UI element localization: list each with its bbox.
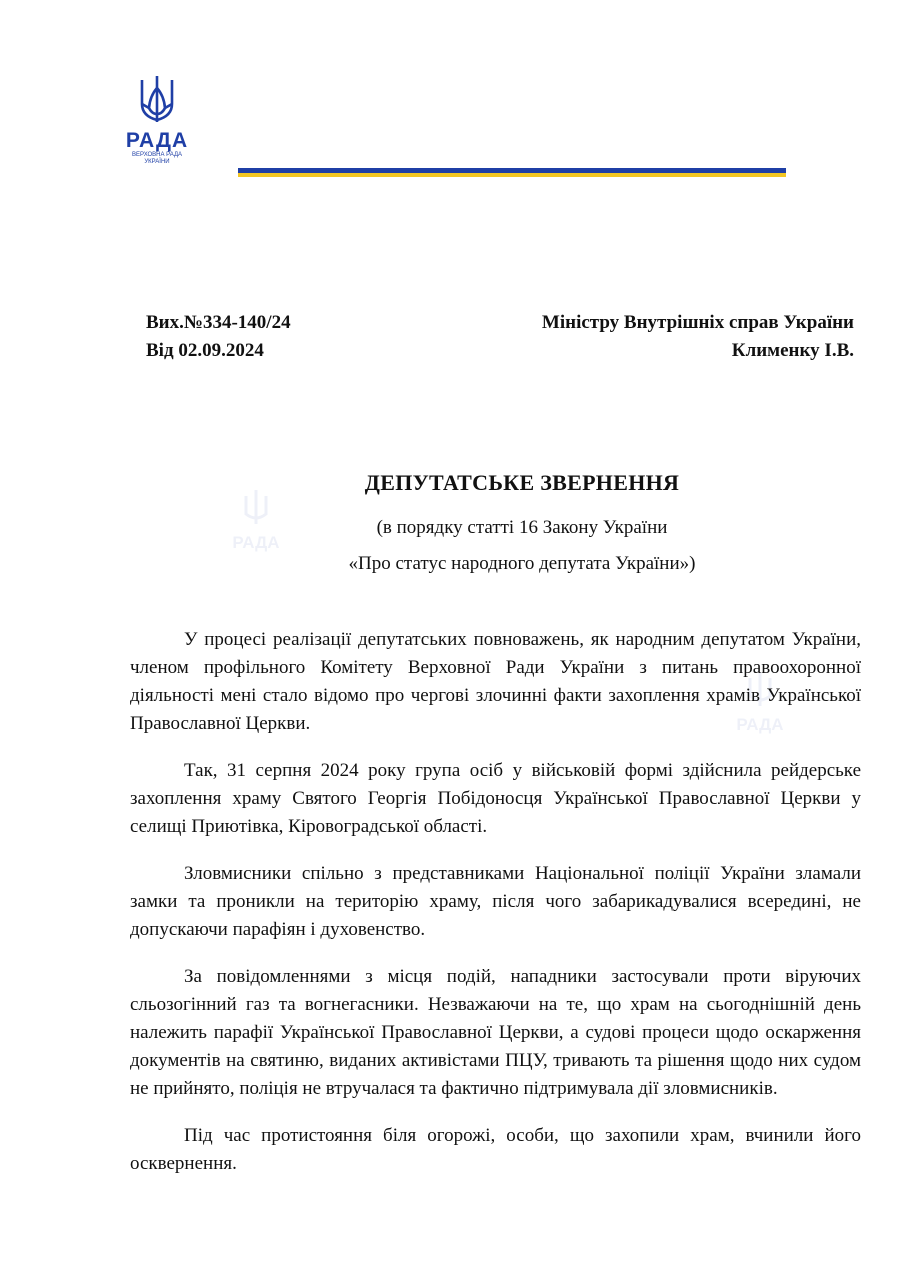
logo-word: РАДА: [125, 129, 189, 152]
document-title: ДЕПУТАТСЬКЕ ЗВЕРНЕННЯ: [364, 470, 680, 495]
addressee-name: Клименку І.В.: [731, 340, 854, 361]
flag-divider: [238, 168, 786, 177]
paragraph: Під час протистояння біля огорожі, особи, що захопили храм, вчинили його осквернення.: [130, 1125, 861, 1174]
logo-subtitle-1: ВЕРХОВНА РАДА: [131, 152, 183, 158]
watermark-text: РАДА: [232, 533, 280, 552]
watermark-text: РАДА: [736, 715, 784, 734]
addressee: [542, 309, 854, 365]
document-subtitle-1: (в порядку статті 16 Закону України: [376, 517, 668, 538]
letter-body: [130, 626, 861, 1197]
paragraph: Зловмисники спільно з представниками Національної поліції України зламали замки та проникли на територію храму, після чого забарикадувалися всередині, не допускаючи парафіян і духовенство.: [130, 863, 861, 940]
reference-date: Від 02.09.2024: [146, 340, 264, 361]
addressee-position: Міністру Внутрішніх справ України: [541, 312, 854, 333]
logo-subtitle-2: УКРАЇНИ: [144, 159, 170, 165]
outgoing-reference: [146, 309, 291, 365]
document-subtitle-2: «Про статус народного депутата України»): [348, 553, 696, 574]
reference-number: Вих.№334-140/24: [146, 312, 291, 333]
paragraph: У процесі реалізації депутатських повноважень, як народним депутатом України, членом профільного Комітету Верховної Ради України з питань правоохоронної діяльності мені стало відомо про чергові злочинні факти захоплення храмів Української Православної Церкви.: [130, 629, 861, 734]
trident-icon: [138, 74, 176, 126]
paragraph: Так, 31 серпня 2024 року група осіб у військовій формі здійснила рейдерське захоплення храму Святого Георгія Побідоносця Української Православної Церкви у селищі Приютівка, Кіровоградської області.: [130, 760, 861, 837]
rada-logo: [112, 74, 202, 166]
paragraph: За повідомленнями з місця подій, нападники застосували проти віруючих сльозогінний газ та вогнегасники. Незважаючи на те, що храм на сьогоднішній день належить парафії Української Православної Церкви, а судові процеси щодо оскарження документів на святиню, виданих активістами ПЦУ, тривають та рішення щодо них судом не прийнято, поліція не втручалася та фактично підтримувала дії зловмисників.: [130, 966, 861, 1099]
